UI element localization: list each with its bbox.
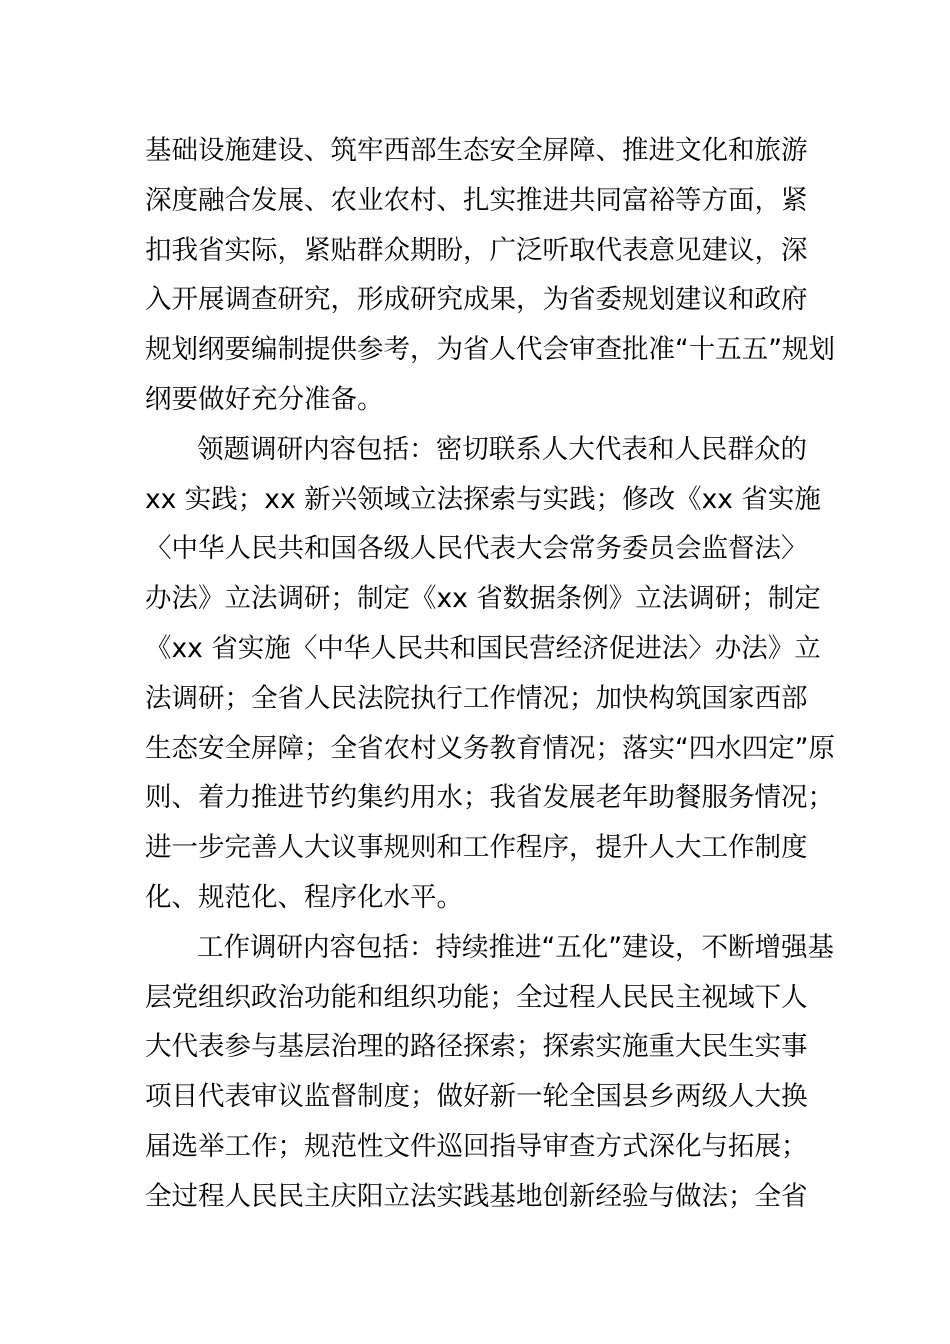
text-line: 深度融合发展、农业农村、扎实推进共同富裕等方面，紧 xyxy=(145,184,808,216)
text-line: 全过程人民民主庆阳立法实践基地创新经验与做法；全省 xyxy=(145,1180,808,1212)
text-line: 扣我省实际，紧贴群众期盼，广泛听取代表意见建议，深 xyxy=(145,234,808,266)
paragraph xyxy=(145,923,834,1222)
paragraph xyxy=(145,126,835,425)
text-line: 届选举工作；规范性文件巡回指导审查方式深化与拓展； xyxy=(145,1130,808,1162)
text-line: 生态安全屏障；全省农村义务教育情况；落实“四水四定”原 xyxy=(145,732,835,764)
paragraph xyxy=(145,425,835,923)
text-line: 基础设施建设、筑牢西部生态安全屏障、推进文化和旅游 xyxy=(145,135,808,166)
text-line: 大代表参与基层治理的路径探索；探索实施重大民生实事 xyxy=(145,1031,808,1063)
text-line: 化、规范化、程序化水平。 xyxy=(145,881,463,913)
text-line: 〈中华人民共和国各级人民代表大会常务委员会监督法〉 xyxy=(145,533,808,565)
document-body xyxy=(145,126,835,1222)
text-line: 法调研；全省人民法院执行工作情况；加快构筑国家西部 xyxy=(145,682,808,714)
text-line: 领题调研内容包括：密切联系人大代表和人民群众的 xyxy=(197,433,807,465)
text-line: 规划纲要编制提供参考，为省人代会审查批准“十五五”规划 xyxy=(145,334,835,366)
text-line: 办法》立法调研；制定《xx 省数据条例》立法调研；制定 xyxy=(145,583,821,615)
text-line: 入开展调查研究，形成研究成果，为省委规划建议和政府 xyxy=(145,284,808,316)
text-line: 则、着力推进节约集约用水；我省发展老年助餐服务情况； xyxy=(145,782,834,814)
text-line: 纲要做好充分准备。 xyxy=(145,383,384,415)
text-line: 项目代表审议监督制度；做好新一轮全国县乡两级人大换 xyxy=(145,1081,808,1113)
text-line: 进一步完善人大议事规则和工作程序，提升人大工作制度 xyxy=(145,832,808,864)
text-line: xx 实践；xx 新兴领域立法探索与实践；修改《xx 省实施 xyxy=(145,483,821,515)
text-line: 工作调研内容包括：持续推进“五化”建设，不断增强基 xyxy=(197,931,834,963)
text-line: 层党组织政治功能和组织功能；全过程人民民主视域下人 xyxy=(145,981,808,1013)
text-line: 《xx 省实施〈中华人民共和国民营经济促进法〉办法》立 xyxy=(145,632,821,664)
